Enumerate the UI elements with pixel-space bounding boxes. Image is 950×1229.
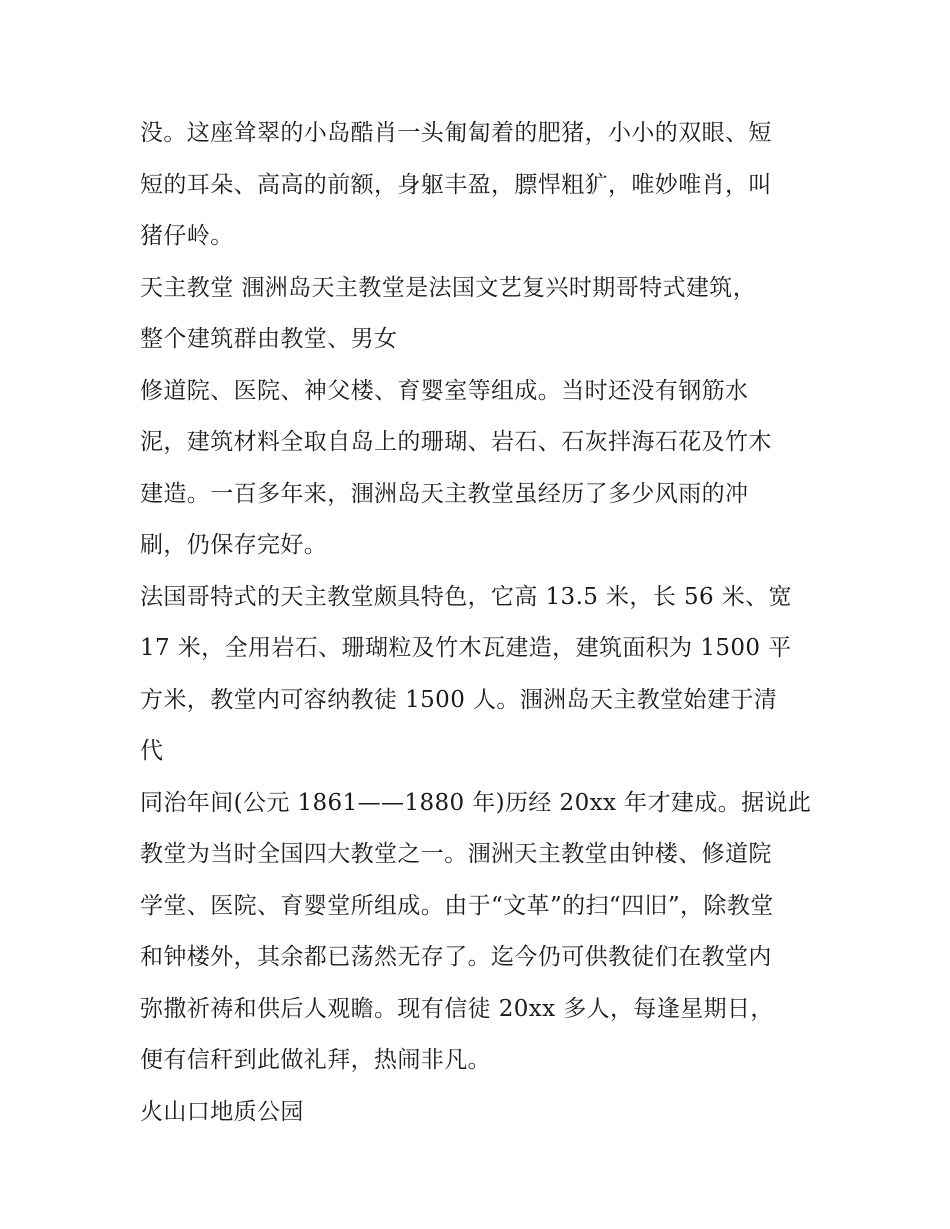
text-line: 便有信秆到此做礼拜，热闹非凡。 bbox=[140, 1047, 491, 1073]
text-line: 没。这座耸翠的小岛酷肖一头匍匐着的肥猪，小小的双眼、短 bbox=[140, 120, 772, 146]
text-line: 教堂为当时全国四大教堂之一。涠洲天主教堂由钟楼、修道院 bbox=[140, 841, 772, 867]
text-line: 和钟楼外，其余都已荡然无存了。迄今仍可供教徒们在教堂内 bbox=[140, 944, 772, 970]
text-line: 代 bbox=[140, 738, 164, 764]
text-line: 天主教堂 涠洲岛天主教堂是法国文艺复兴时期哥特式建筑， bbox=[140, 274, 757, 301]
text-line: 修道院、医院、神父楼、育婴室等组成。当时还没有钢筋水 bbox=[140, 377, 749, 404]
text-line: 学堂、医院、育婴堂所组成。由于“文革”的扫“四旧”，除教堂 bbox=[140, 892, 774, 919]
text-line: 法国哥特式的天主教堂颇具特色，它高 13.5 米，长 56 米、宽 bbox=[140, 583, 792, 610]
text-line: 刷，仍保存完好。 bbox=[140, 532, 328, 558]
text-line: 建造。一百多年来，涠洲岛天主教堂虽经历了多少风雨的冲 bbox=[140, 480, 749, 507]
text-line: 17 米，全用岩石、珊瑚粒及竹木瓦建造，建筑面积为 1500 平 bbox=[140, 635, 792, 661]
text-line: 弥撒祈祷和供后人观瞻。现有信徒 20xx 多人，每逢星期日， bbox=[140, 995, 774, 1022]
text-line: 同治年间(公元 1861——1880 年)历经 20xx 年才建成。据说此 bbox=[140, 789, 812, 816]
section-heading: 火山口地质公园 bbox=[140, 1098, 304, 1125]
text-line: 猪仔岭。 bbox=[140, 223, 234, 249]
text-line: 方米，教堂内可容纳教徒 1500 人。涠洲岛天主教堂始建于清 bbox=[140, 686, 778, 713]
text-line: 整个建筑群由教堂、男女 bbox=[140, 326, 398, 352]
body-text bbox=[140, 108, 820, 1138]
text-line: 短的耳朵、高高的前额，身躯丰盈，膘悍粗犷，唯妙唯肖，叫 bbox=[140, 171, 772, 198]
text-line: 泥，建筑材料全取自岛上的珊瑚、岩石、石灰拌海石花及竹木 bbox=[140, 429, 772, 455]
